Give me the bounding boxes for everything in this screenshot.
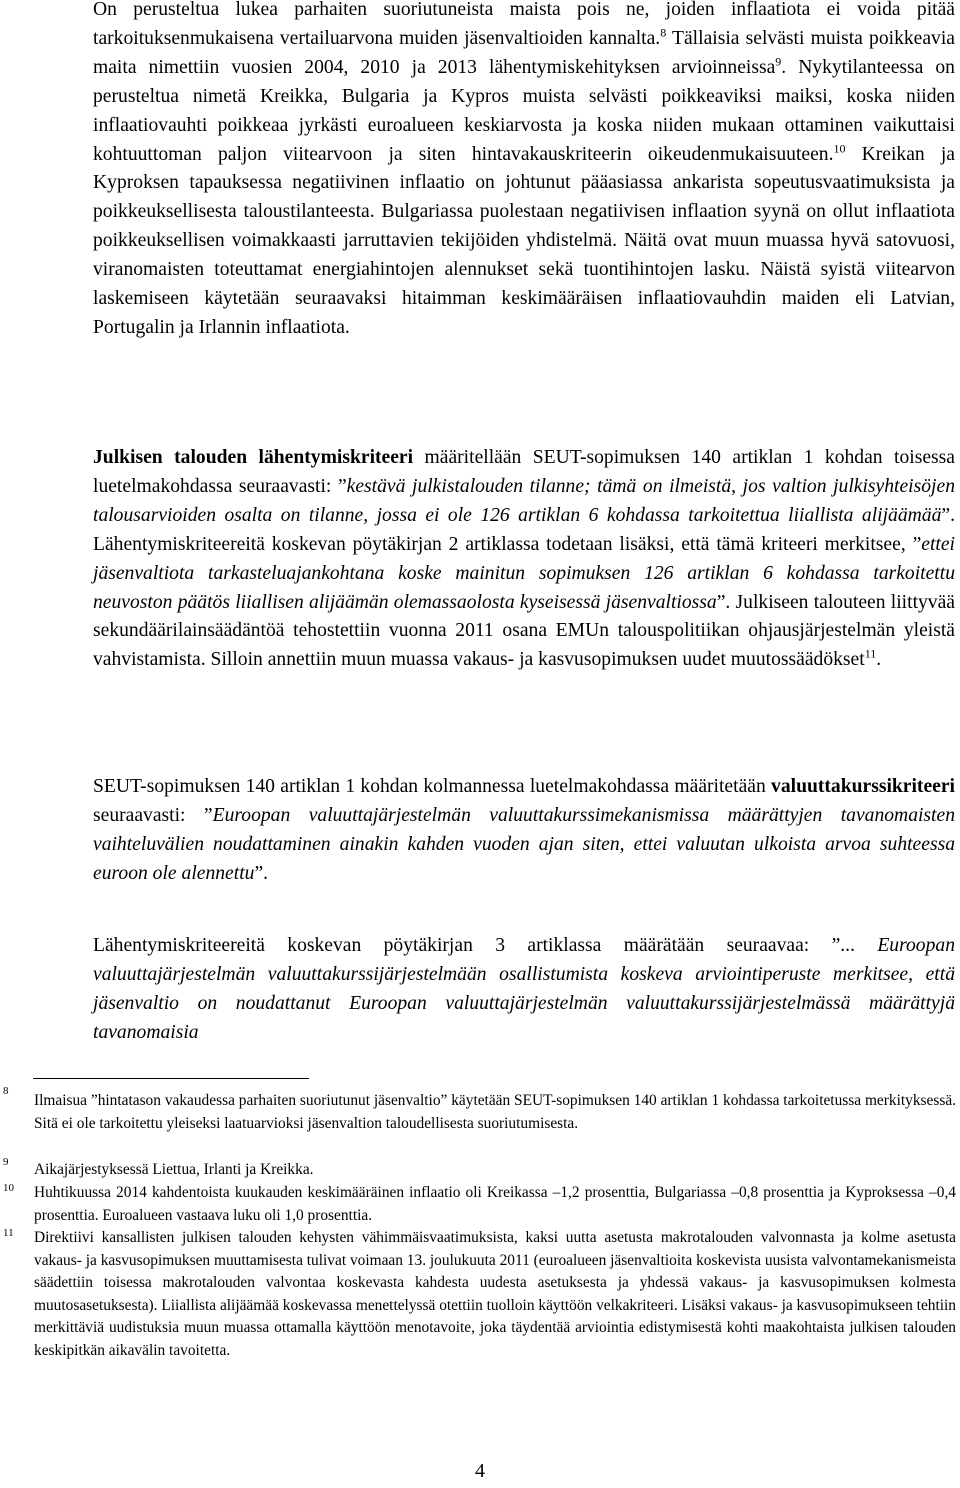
page-number: 4 <box>475 1460 485 1482</box>
bold-term: valuuttakurssikriteeri <box>771 776 955 797</box>
text-span: ”. <box>254 862 269 884</box>
footnote-number: 11 <box>3 1227 14 1239</box>
text-span: SEUT-sopimuksen 140 artiklan 1 kohdan kolmannessa luetelmakohdassa määritetään <box>93 776 772 797</box>
quote-italic: Euroopan valuuttajärjestelmän valuuttakurssimekanismissa määrättyjen tavanomaisten vaihteluvälien noudattaminen ainakin kahden vuoden ajan siten, ettei valuutan ulkoista arvoa suhteessa euroon ole alennettu <box>93 804 955 884</box>
text-span: Lähentymiskriteereitä koskevan pöytäkirjan 3 artiklassa määrätään seuraavaa: ”... <box>93 935 878 956</box>
text-span: . <box>876 649 882 671</box>
text-span: ”. Lähentymiskriteereitä koskevan pöytäkirjan 2 artiklassa todetaan lisäksi, että tämä kriteeri merkitsee, ” <box>93 504 955 555</box>
text-span: määritellään SEUT-sopimuksen 140 artiklan 1 kohdan toisessa luetelmakohdassa seuraavasti: ” <box>93 447 955 497</box>
paragraph-fiscal-criterion <box>93 444 955 675</box>
quote-italic: kestävä julkistalouden tilanne; tämä on ilmeistä, jos valtion julkisyhteisöjen talousarvioiden osalta on tilanne, jossa ei ole 126 artiklan 6 kohdassa tarkoitettua liiallista alijäämää <box>93 475 955 526</box>
quote-italic: Euroopan valuuttajärjestelmän valuuttakurssijärjestelmään osallistumista koskeva arviointiperuste merkitsee, että jäsenvaltio on noudattanut Euroopan valuuttajärjestelmän valuuttakurssijärjestelmässä määrättyjä tavanomaisia <box>93 935 955 1043</box>
text-span: seuraavasti: ” <box>93 804 213 826</box>
paragraph-inflation-outliers <box>93 0 955 343</box>
quote-italic: ettei jäsenvaltiota tarkasteluajankohtana koske mainitun sopimuksen 126 artiklan 6 kohdassa tarkoitettu neuvoston päätös liiallisen alijäämän olemassaolosta kyseisessä jäsenvaltiossa <box>93 533 955 613</box>
footnote-ref-8[interactable]: 8 <box>660 25 667 40</box>
footnote-ref-11[interactable]: 11 <box>864 646 877 661</box>
footnote-number: 10 <box>3 1182 14 1194</box>
footnote-separator <box>33 1078 309 1079</box>
footnote-10: Huhtikuussa 2014 kahdentoista kuukauden keskimääräinen inflaatio oli Kreikassa –1,2 prosenttia, Bulgariassa –0,8 prosenttia ja Kyproksessa –0,4 prosenttia. Euroalueen vastaava luku oli 1,0 prosenttia. <box>34 1184 956 1224</box>
footnote-9: Aikajärjestyksessä Liettua, Irlanti ja Kreikka. <box>34 1161 314 1178</box>
footnote-ref-9[interactable]: 9 <box>775 54 782 69</box>
footnote-number: 8 <box>3 1085 9 1097</box>
text-span: Tällaisia selvästi muista poikkeavia maita nimettiin vuosien 2004, 2010 ja 2013 lähentymiskehityksen arvioinneissa <box>93 27 955 78</box>
footnote-number: 9 <box>3 1156 9 1168</box>
footnote-11: Direktiivi kansallisten julkisen talouden kehysten vähimmäisvaatimuksista, kaksi uutta asetusta makrotalouden valvonnasta ja kolme asetusta vakaus- ja kasvusopimuksen muuttamisesta tulivat voimaan 13. joulukuuta 2011 (euroalueen jäsenvaltioita koskevista uusista valvontamekanismeista säädettiin toisessa makrotalouden valvontaa koskevasta kahdesta uudesta asetuksesta ja yhdessä vakaus- ja kasvusopimuksen kolmesta muutosasetuksesta). Liiallista alijäämää koskevassa menettelyssä otettiin tuolloin käyttöön velkakriteeri. Lisäksi vakaus- ja kasvusopimukseen tehtiin merkittäviä uudistuksia muun muassa ottamalla käyttöön menotavoite, joka täydentää arviointia edistymisestä kohti maakohtaista julkisen talouden keskipitkän aikavälin tavoitetta. <box>34 1229 956 1359</box>
bold-term: Julkisen talouden lähentymiskriteeri <box>93 447 414 468</box>
paragraph-protocol-article-3 <box>93 932 955 1048</box>
text-span: Kreikan ja Kyproksen tapauksessa negatiivinen inflaatio on johtunut pääasiassa ankarista sopeutusvaatimuksista ja poikkeuksellisesta taloustilanteesta. Bulgariassa puolestaan negatiivisen inflaation syynä on ollut inflaatiota poikkeuksellisen voimakkaasti jarruttavien tekijöiden yhdistelmä. Näitä ovat muun muassa hyvä satovuosi, viranomaisten toteuttamat energiahintojen alennukset sekä tuontihintojen lasku. Näistä syistä viitearvon laskemiseen käytetään seuraavaksi hitaimman keskimääräisen inflaatiovauhdin maiden eli Latvian, Portugalin ja Irlannin inflaatiota. <box>93 143 955 338</box>
text-span: ”. Julkiseen talouteen liittyvää sekundäärilainsäädäntöä tehostettiin vuonna 2011 osana EMUn talouspolitiikan ohjausjärjestelmän yleistä vahvistamista. Silloin annettiin muun muassa vakaus- ja kasvusopimuksen uudet muutossäädökset <box>93 591 955 671</box>
text-span: . Nykytilanteessa on perusteltua nimetä Kreikka, Bulgaria ja Kypros muista selvästi poikkeaviksi maiksi, koska niiden inflaatiovauhti poikkeaa jyrkästi euroalueen keskiarvosta ja koska niiden mukaan ottaminen vaikuttaisi kohtuuttoman paljon viitearvoon ja siten hintavakauskriteerin oikeudenmukaisuuteen. <box>93 56 955 165</box>
text-span: On perusteltua lukea parhaiten suoriutuneista maista pois ne, joiden inflaatiota ei voida pitää tarkoituksenmukaisena vertailuarvona muiden jäsenvaltioiden kannalta. <box>93 0 955 49</box>
footnote-8: Ilmaisua ”hintatason vakaudessa parhaiten suoriutunut jäsenvaltio” käytetään SEUT-sopimuksen 140 artiklan 1 kohdassa tarkoitetussa merkityksessä. Sitä ei ole tarkoitettu yleiseksi laatuarvioksi jäsenvaltion taloudellisesta suoriutumisesta. <box>34 1092 956 1132</box>
paragraph-exchange-rate-criterion <box>93 773 955 889</box>
footnote-ref-10[interactable]: 10 <box>833 141 846 155</box>
